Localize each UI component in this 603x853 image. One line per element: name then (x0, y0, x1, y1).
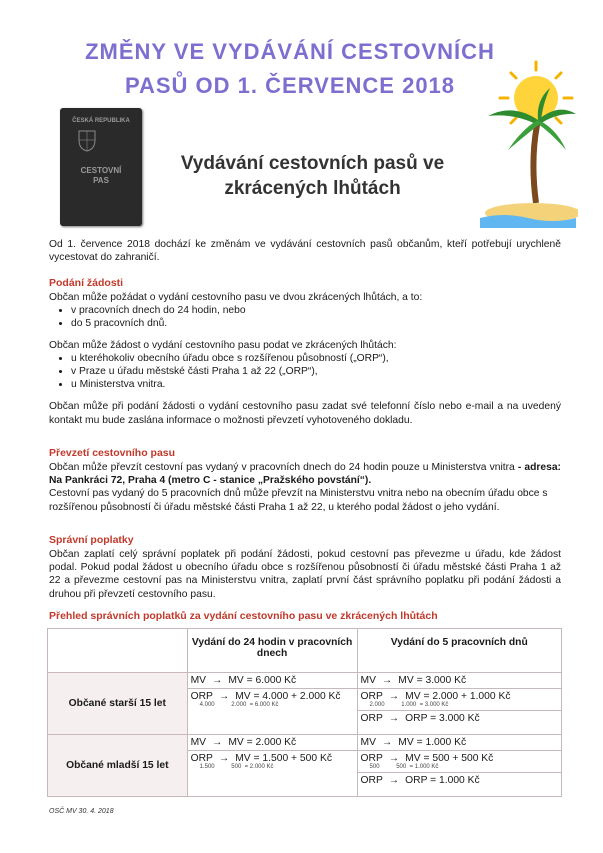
list-item: • v Praze u úřadu městské části Praha 1 až 22 („ORP“), (71, 365, 561, 378)
list-item: • u Ministerstva vnitra. (71, 378, 561, 391)
prevzeti-p1-text: Občan může převzít cestovní pas vydaný v pracovních dnech do 24 hodin pouze u Ministerstva vnitra (49, 462, 515, 473)
passport-country: ČESKÁ REPUBLIKA (72, 118, 130, 124)
ministry-address: - adresa: Na Pankráci 72, Praha 4 (metro C - stanice „Pražského povstání“). (49, 462, 561, 487)
section-podani (49, 291, 561, 427)
fee-value: ORP = 1.000 Kč (405, 775, 480, 786)
fee-label: MV (360, 737, 376, 748)
podani-p3: Občan může při podání žádosti o vydání cestovního pasu zadat své telefonní číslo nebo e-mail a na uvedený kontakt mu bude zaslána informace o možnosti převzetí vyhotoveného dokladu. (49, 401, 561, 426)
arrow-right-icon: → (388, 713, 400, 724)
table-title: Přehled správních poplatků za vydání cestovního pasu ve zkrácených lhůtách (49, 610, 438, 622)
fee-value: MV = 3.000 Kč (398, 675, 467, 686)
coat-of-arms-icon (78, 130, 96, 152)
cell-over15-24h (187, 673, 357, 735)
fee-label: MV (190, 737, 207, 748)
fees-table (47, 628, 562, 797)
fee-label: ORP (190, 691, 213, 702)
fee-value: MV = 1.500 + 500 Kč (235, 753, 332, 764)
podani-list-2 (49, 352, 561, 391)
section-title-podani: Podání žádosti (49, 277, 124, 289)
column-header-24h: Vydání do 24 hodin v pracovních dnech (187, 629, 357, 673)
fee-label: ORP (360, 753, 383, 764)
fee-breakdown: 500 500 = 1.000 Kč (358, 764, 561, 773)
cell-under15-5days (357, 735, 561, 797)
fee-label: ORP (190, 753, 213, 764)
fee-label: ORP (360, 713, 383, 724)
cell-over15-5days (357, 673, 561, 735)
arrow-right-icon: → (381, 675, 393, 686)
passport-label-1: CESTOVNÍ (80, 166, 122, 175)
prevzeti-p2: Cestovní pas vydaný do 5 pracovních dnů může převzít na Ministerstvu vnitra nebo na obecním úřadu obce s rozšířenou působností či úřadu městské části Praha 1 až 22, u kterého podal žádost o jeho vydání. (49, 488, 548, 513)
fee-value: MV = 6.000 Kč (228, 675, 297, 686)
arrow-right-icon: → (388, 753, 400, 764)
row-header-over-15: Občané starší 15 let (48, 673, 188, 735)
footer-note: OSČ MV 30. 4. 2018 (49, 808, 114, 815)
subtitle-line-2: zkrácených lhůtách (224, 178, 401, 199)
subtitle-line-1: Vydávání cestovních pasů ve (180, 153, 445, 174)
section-title-prevzeti: Převzetí cestovního pasu (49, 447, 176, 459)
arrow-right-icon: → (381, 737, 393, 748)
table-corner (48, 629, 188, 673)
podani-list-1 (49, 304, 561, 330)
list-item: • do 5 pracovních dnů. (71, 317, 561, 330)
fee-breakdown: 1.500 500 = 2.000 Kč (199, 764, 274, 770)
page-title-line-1: ZMĚNY VE VYDÁVÁNÍ CESTOVNÍCH (85, 39, 495, 64)
arrow-right-icon: → (388, 775, 400, 786)
fee-value: ORP = 3.000 Kč (405, 713, 480, 724)
fee-label: MV (360, 675, 376, 686)
podani-p2: Občan může žádost o vydání cestovního pasu podat ve zkrácených lhůtách: (49, 340, 397, 352)
list-item: • v pracovních dnech do 24 hodin, nebo (71, 304, 561, 317)
fee-value: MV = 2.000 Kč (228, 737, 297, 748)
palm-beach-illustration (478, 58, 578, 228)
cell-under15-24h (187, 735, 357, 797)
arrow-right-icon: → (388, 691, 400, 702)
passport-image (60, 108, 142, 226)
passport-label-2: PAS (93, 176, 109, 185)
fee-label: ORP (360, 691, 383, 702)
fee-value: MV = 4.000 + 2.000 Kč (235, 691, 341, 702)
arrow-right-icon: → (212, 737, 223, 748)
list-item: • u kteréhokoliv obecního úřadu obce s rozšířenou působností („ORP“), (71, 352, 561, 365)
prevzeti-p1 (49, 461, 561, 487)
section-title-poplatky: Správní poplatky (49, 534, 134, 546)
section-prevzeti (49, 461, 561, 514)
fee-breakdown: 2.000 1.000 = 3.000 Kč (358, 702, 561, 711)
intro-paragraph: Od 1. července 2018 dochází ke změnám ve vydávání cestovních pasů občanům, kteří potřebují urychleně vycestovat do zahraničí. (49, 239, 561, 264)
fee-value: MV = 500 + 500 Kč (405, 753, 494, 764)
column-header-5days: Vydání do 5 pracovních dnů (357, 629, 561, 673)
podani-p1: Občan může požádat o vydání cestovního pasu ve dvou zkrácených lhůtách, a to: (49, 292, 423, 303)
arrow-right-icon: → (218, 691, 230, 702)
poplatky-paragraph: Občan zaplatí celý správní poplatek při podání žádosti, pokud cestovní pas převezme u úřadu, kde žádost podal. Pokud podal žádost u obecního úřadu obce s rozšířenou působností či úřadu městské části Praha 1 až 22 a převezme cestovní pas na Ministerstvu vnitra, zaplatí první část správního poplatku při podání žádosti a druhou při převzetí cestovního pasu. (49, 549, 561, 600)
fee-breakdown: 4.000 2.000 = 6.000 Kč (199, 702, 279, 708)
arrow-right-icon: → (212, 675, 223, 686)
arrow-right-icon: → (218, 753, 230, 764)
fee-value: MV = 1.000 Kč (398, 737, 467, 748)
fee-label: ORP (360, 775, 383, 786)
page-title-line-2: PASŮ OD 1. ČERVENCE 2018 (124, 73, 456, 98)
fee-value: MV = 2.000 + 1.000 Kč (405, 691, 511, 702)
fee-label: MV (190, 675, 207, 686)
row-header-under-15: Občané mladší 15 let (48, 735, 188, 797)
